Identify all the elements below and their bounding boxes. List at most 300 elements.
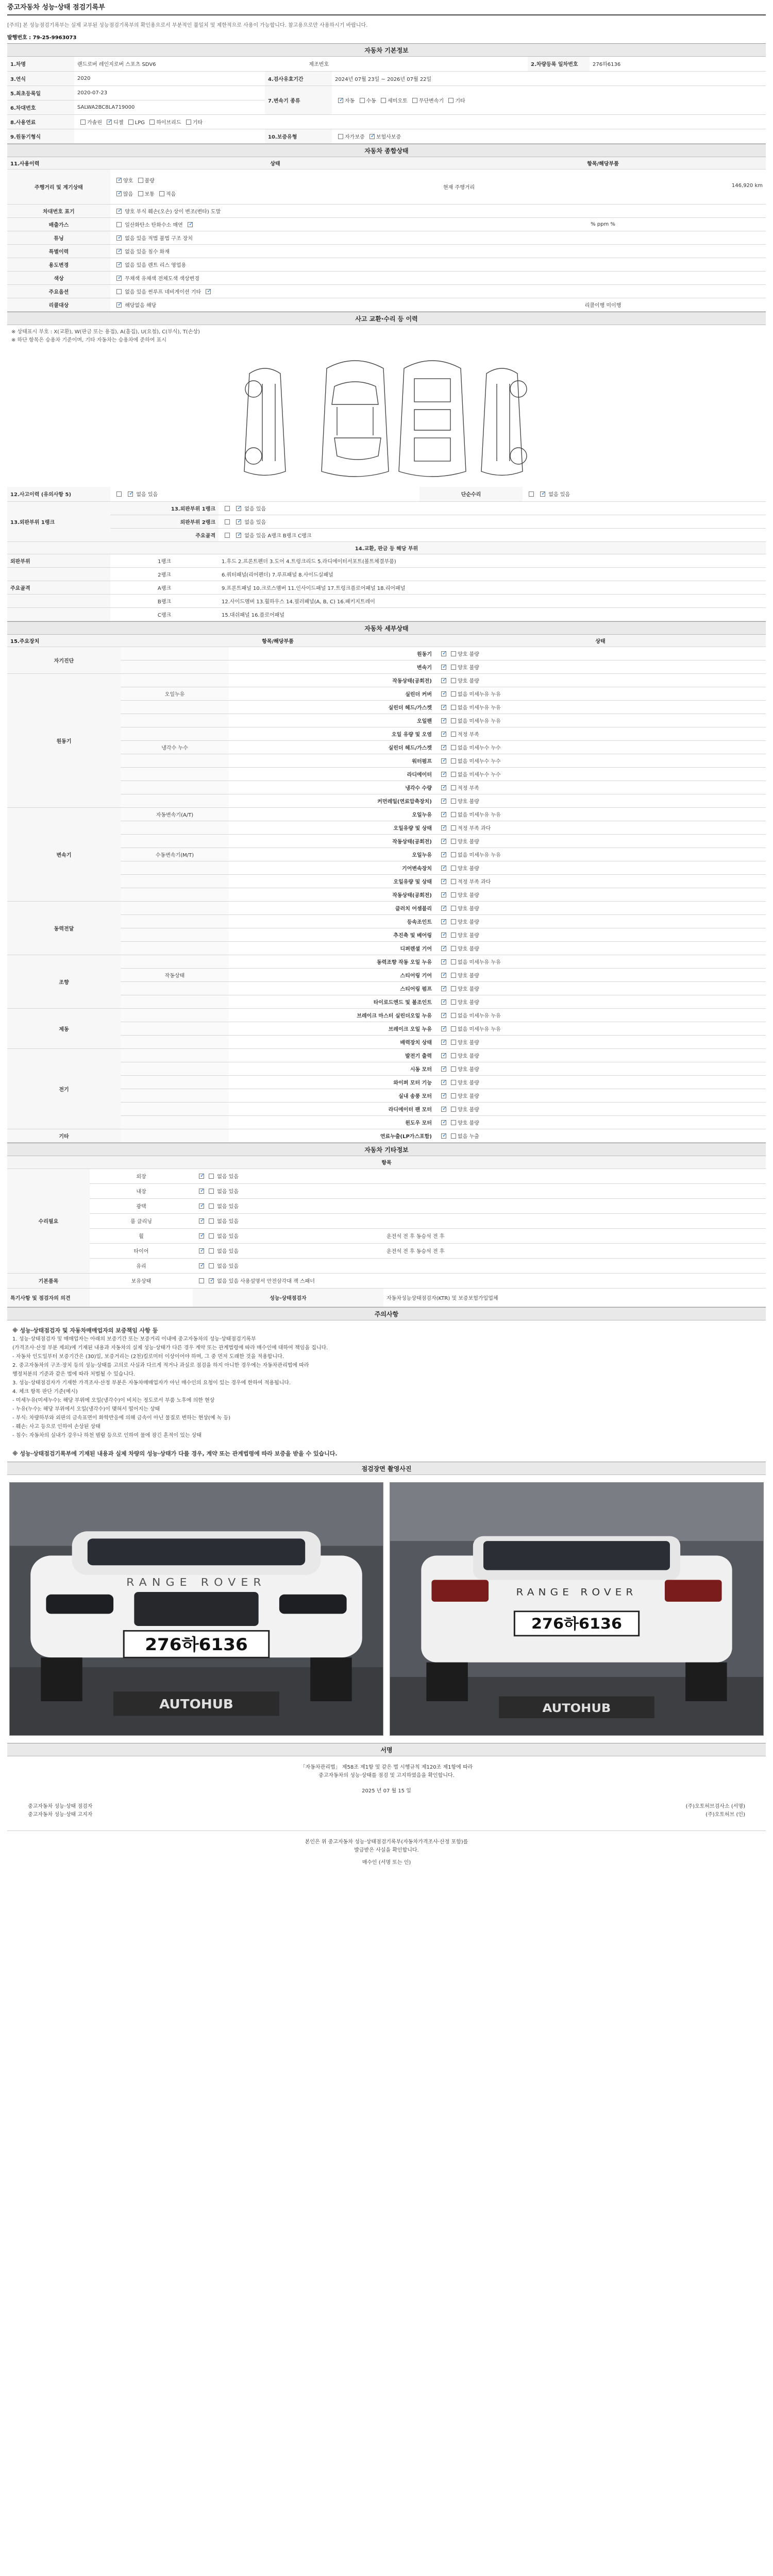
basic-k: 9.원동기형식 [7,129,74,143]
checkbox[interactable] [451,799,456,804]
checkbox-checked[interactable] [540,492,545,497]
checkbox[interactable] [451,718,456,723]
checkbox[interactable] [451,665,456,670]
accident-q14: 14.교환, 판금 등 해당 부위 [7,541,766,554]
checkbox-checked[interactable] [199,1248,204,1253]
notes-emphasis: ※ 성능·상태점검기록부에 기재된 내용과 실제 차량의 성능·상태가 다를 경우, 계약 또는 관계법령에 따라 보증을 받을 수 있습니다. [12,1450,338,1457]
checkbox[interactable] [451,785,456,790]
detail-subgroup [121,861,229,875]
checkbox-checked[interactable] [441,772,446,777]
checkbox-checked[interactable] [441,999,446,1005]
detail-status [435,982,766,995]
notes-line: 행정처분의 기준과 같은 법에 따라 처벌될 수 있습니다. [12,1371,135,1377]
detail-item: 오일유량 및 상태 [229,821,435,835]
other-v: 자동차성능상태점검자(KTR) 및 보증보험가입업체 [383,1288,766,1307]
mileage-note: 현재 주행거리 [443,185,475,191]
checkbox[interactable] [80,120,86,125]
signature-line: 중고자동차의 성능·상태를 점검 및 고지하였음을 확인합니다. [318,1772,455,1778]
checkbox-checked[interactable] [199,1174,204,1179]
other-item: 외장 [90,1168,193,1183]
checkbox-checked[interactable] [116,262,122,267]
checkbox-checked[interactable] [441,1013,446,1018]
checkbox-checked[interactable] [441,919,446,924]
checkbox[interactable] [451,772,456,777]
checkbox[interactable] [451,678,456,683]
detail-status [435,754,766,768]
checkbox[interactable] [529,492,534,497]
detail-status-text: 없음 누출 [458,1134,479,1140]
detail-status-text: 없음 미세누유 누유 [458,853,501,858]
notes-line: - 누유(누수): 해당 부위에서 오일(냉각수)이 맺혀서 떨어지는 상태 [12,1406,160,1412]
basic-k: 3.연식 [7,71,74,86]
part-list: 15.대쉬패널 16.플로어패널 [219,607,766,621]
summary-v-text: 없음 있음 썬루프 네비게이션 기타 [125,290,201,295]
signature-left: 중고자동차 성능·상태 고지자 [28,1811,93,1818]
detail-item: 워터펌프 [229,754,435,768]
checkbox[interactable] [451,1053,456,1058]
checkbox-checked[interactable] [441,1026,446,1031]
detail-subgroup [121,1049,229,1062]
detail-item: 작동상태(공회전) [229,888,435,902]
checkbox-checked[interactable] [116,209,122,214]
detail-status-text: 양호 불량 [458,906,479,912]
warranty-options: 자가보증 ✓보험사보증 [332,129,766,143]
legend-line: ※ 상태표시 부호 : X(교환), W(판금 또는 용접), A(흠집), U(요철), C(부식), T(손상) [11,329,200,335]
part-list: 6.쿼터패널(리어펜더) 7.루프패널 8.사이드실패널 [219,567,766,581]
checkbox-checked[interactable] [441,718,446,723]
checkbox[interactable] [159,191,164,196]
checkbox[interactable] [225,519,230,524]
detail-status-text: 없음 미세누수 누수 [458,759,501,765]
detail-group: 전기 [7,1049,121,1129]
buyer-line: 본인은 위 중고자동차 성능·상태점검기록부(자동차가격조사·산정 포함)를 [305,1839,468,1845]
detail-item: 실린더 커버 [229,687,435,701]
detail-row [7,741,766,754]
checkbox-checked[interactable] [199,1218,204,1224]
checkbox-checked[interactable] [199,1189,204,1194]
detail-subgroup [121,835,229,848]
signature-block [7,1756,766,1867]
checkbox[interactable] [451,999,456,1005]
checkbox-checked[interactable] [441,1120,446,1125]
checkbox[interactable] [451,1107,456,1112]
checkbox-checked[interactable] [441,933,446,938]
checkbox-checked[interactable] [338,98,343,103]
document-number-value: 79-25-9963073 [32,35,77,41]
checkbox[interactable] [451,1093,456,1098]
checkbox-checked[interactable] [116,235,122,241]
legend-line: ※ 하단 항목은 승용차 기준이며, 기타 자동차는 승용차에 준하여 표시 [11,337,166,343]
detail-subgroup [121,768,229,781]
checkbox[interactable] [451,959,456,964]
summary-v2: 리콜이행 미이행 [440,298,766,312]
checkbox-checked[interactable] [441,799,446,804]
checkbox-checked[interactable] [236,533,241,538]
checkbox[interactable] [116,492,122,497]
transmission-options: ✓ 자동 수동 세미오토 무단변속기 기타 [332,86,766,114]
buyer-sign[interactable]: 매수인 (서명 또는 인) [362,1859,411,1866]
detail-subgroup [121,942,229,955]
detail-item: 브레이크 마스터 실린더오일 누유 [229,1009,435,1022]
checkbox-checked[interactable] [236,519,241,524]
signature-right[interactable]: (주)오토허브검사소 (서명) [685,1803,745,1809]
mileage-value: 146,920 km [731,183,763,189]
document-number: 발행번호 : 79-25-9963073 [7,35,77,41]
detail-group: 변속기 [7,808,121,902]
checkbox[interactable] [451,691,456,697]
checkbox[interactable] [451,946,456,951]
notes-line: - 미세누유(미세누수): 해당 부위에 오일(냉각수)이 비치는 정도로서 부품 노후에 의한 현상 [12,1397,215,1403]
detail-item: 기어변속장치 [229,861,435,875]
checkbox[interactable] [186,120,191,125]
checkbox[interactable] [451,705,456,710]
checkbox[interactable] [451,1133,456,1139]
detail-item: 클러치 어셈블리 [229,902,435,915]
basic-v: 랜드로버 레인지로버 스포츠 SDV6 [74,57,265,71]
detail-item: 오일누유 [229,848,435,861]
checkbox[interactable] [209,1189,214,1194]
summary-head: 11.사용이력 [7,157,110,170]
checkbox[interactable] [451,933,456,938]
checkbox[interactable] [138,178,143,183]
basic-k: 7.변속기 종류 [265,86,332,114]
checkbox-checked[interactable] [441,691,446,697]
detail-subgroup [121,754,229,768]
section-signature: 서명 [7,1743,766,1756]
checkbox[interactable] [225,533,230,538]
checkbox[interactable] [451,1040,456,1045]
detail-status [435,1009,766,1022]
part-group: 주요골격 [7,581,110,594]
detail-item: 디퍼렌셜 기어 [229,942,435,955]
detail-subgroup [121,1009,229,1022]
part-list: 1.후드 2.프론트펜더 3.도어 4.트렁크리드 5.라디에이터서포트(볼트체결부품) [219,554,766,567]
checkbox-checked[interactable] [116,276,122,281]
detail-item: 오일팬 [229,714,435,727]
detail-row [7,781,766,794]
section-photos: 점검장면 촬영사진 [7,1462,766,1475]
detail-status [435,660,766,674]
detail-status-text: 양호 불량 [458,839,479,845]
detail-status [435,714,766,727]
detail-status-text: 양호 불량 [458,679,479,684]
other-value [193,1258,766,1273]
checkbox-checked[interactable] [199,1263,204,1268]
detail-status [435,915,766,928]
summary-k: 용도변경 [7,258,110,272]
checkbox-checked[interactable] [441,1080,446,1085]
checkbox-checked[interactable] [206,289,211,294]
buyer-confirm [7,1831,766,1867]
summary-v-text: 없음 있음 침수 화재 [125,249,170,255]
notes-line: - 자동차 인도일부터 보증기간은 (30)일, 보증거리는 (2천)킬로미터 이상이어야 하며, 그 중 먼저 도래한 것을 적용합니다. [12,1353,284,1360]
detail-status [435,647,766,660]
checkbox-checked[interactable] [188,222,193,227]
detail-status [435,1129,766,1143]
summary-v [110,205,766,218]
checkbox-checked[interactable] [441,665,446,670]
summary-v-text: 해당없음 해당 [125,303,157,309]
notes-line: (가격조사·산정 부분 제외)에 기재된 내용과 자동차의 실제 성능·상태가 다른 경우 계약 또는 관계법령에 따라 매수인에 대하여 책임을 집니다. [12,1345,328,1351]
checkbox[interactable] [451,879,456,884]
detail-row [7,1103,766,1116]
accident-q: 단순수리 [419,487,523,501]
checkbox[interactable] [451,1066,456,1072]
summary-v-text: 없음 있음 적법 불법 구조 장치 [125,236,193,242]
detail-status [435,768,766,781]
checkbox[interactable] [451,1013,456,1018]
summary-k: 주요옵션 [7,285,110,298]
checkbox-checked[interactable] [441,705,446,710]
checkbox[interactable] [209,1233,214,1239]
summary-v-text: 양호 부식 훼손(오손) 상이 변조(변타) 도말 [125,209,221,215]
part-rank: C랭크 [110,607,219,621]
detail-status [435,1103,766,1116]
checkbox-checked[interactable] [441,852,446,857]
detail-status-text: 양호 불량 [458,665,479,671]
checkbox[interactable] [451,919,456,924]
basic-v: 276하6136 [590,57,766,71]
detail-status-text: 양호 불량 [458,1054,479,1059]
checkbox-checked[interactable] [441,839,446,844]
detail-group: 제동 [7,1009,121,1049]
checkbox-checked[interactable] [441,986,446,991]
detail-subgroup [121,888,229,902]
basic-v: 2020 [74,71,265,86]
accident-v [110,487,419,501]
checkbox[interactable] [451,825,456,831]
mileage-value-cell [440,170,766,205]
checkbox-checked[interactable] [441,866,446,871]
inspection-photo-front [9,1482,383,1736]
notes-emphasis-box [7,1444,766,1462]
accident-v [523,487,766,501]
checkbox-checked[interactable] [116,302,122,308]
detail-row [7,969,766,982]
front-plate-text: 276하6136 [145,1634,248,1654]
checkbox[interactable] [451,1080,456,1085]
section-accident: 사고 교환·수리 등 이력 [7,312,766,325]
checkbox-checked[interactable] [199,1233,204,1239]
detail-status [435,969,766,982]
detail-row [7,768,766,781]
detail-row [7,888,766,902]
checkbox-checked[interactable] [209,1278,214,1283]
detail-subgroup [121,915,229,928]
detail-status-text: 없음 미세누유 누유 [458,705,501,711]
detail-group: 동력전달 [7,902,121,955]
checkbox-checked[interactable] [441,745,446,750]
part-rank: 2랭크 [110,567,219,581]
other-group: 기본품목 [7,1273,90,1288]
checkbox-checked[interactable] [236,506,241,511]
mileage-label: 주행거리 및 계기상태 [7,170,110,205]
accident-v-text: 없음 있음 [548,492,570,498]
checkbox-checked[interactable] [441,758,446,764]
checkbox[interactable] [451,812,456,817]
detail-status-text: 양호 불량 [458,652,479,657]
other-value-text: 없음 있음 사용설명서 안전삼각대 잭 스패너 [217,1279,315,1284]
checkbox-checked[interactable] [441,946,446,951]
checkbox[interactable] [451,906,456,911]
checkbox-checked[interactable] [441,1053,446,1058]
checkbox[interactable] [225,506,230,511]
signature-date: 2025 년 07 월 15 일 [362,1788,411,1794]
rear-brand-text: RANGE ROVER [516,1586,637,1598]
other-value [193,1273,766,1288]
checkbox[interactable] [381,98,386,103]
checkbox-checked[interactable] [441,732,446,737]
checkbox[interactable] [209,1174,214,1179]
checkbox-checked[interactable] [441,1133,446,1139]
checkbox[interactable] [209,1218,214,1224]
checkbox[interactable] [209,1248,214,1253]
checkbox-checked[interactable] [441,973,446,978]
detail-status-text: 양호 불량 [458,866,479,872]
detail-status [435,741,766,754]
detail-item: 스티어링 펌프 [229,982,435,995]
detail-status [435,902,766,915]
buyer-line: 발급받은 사실을 확인합니다. [354,1847,419,1853]
checkbox-checked[interactable] [441,879,446,884]
summary-k: 특별이력 [7,245,110,258]
summary-v [110,285,766,298]
section-detail: 자동차 세부상태 [7,621,766,635]
other-value [193,1198,766,1213]
detail-status [435,808,766,821]
other-item: 광택 [90,1198,193,1213]
inspection-photo-rear [390,1482,764,1736]
detail-subgroup: 냉각수 누수 [121,741,229,754]
detail-subgroup [121,982,229,995]
checkbox[interactable] [209,1263,214,1268]
checkbox-checked[interactable] [116,178,122,183]
part-rank: B랭크 [110,594,219,607]
checkbox[interactable] [138,191,143,196]
checkbox[interactable] [451,852,456,857]
checkbox-checked[interactable] [107,120,112,125]
checkbox-checked[interactable] [441,785,446,790]
summary-k: 튜닝 [7,231,110,245]
checkbox[interactable] [209,1204,214,1209]
accident-q: 13.외판부위 1랭크 [110,501,219,515]
checkbox[interactable] [338,134,343,139]
checkbox[interactable] [149,120,155,125]
detail-status [435,1076,766,1089]
section-summary: 자동차 종합상태 [7,144,766,157]
checkbox[interactable] [360,98,365,103]
detail-row [7,1036,766,1049]
detail-item: 변속기 [229,660,435,674]
other-value-text: 없음 있음 [217,1189,239,1195]
checkbox[interactable] [451,986,456,991]
part-group: 외판부위 [7,554,110,567]
checkbox-checked[interactable] [128,492,133,497]
other-value-text: 없음 있음 [217,1219,239,1225]
signature-right[interactable]: (주)오토허브 (인) [705,1811,745,1818]
detail-row [7,821,766,835]
detail-status [435,861,766,875]
checkbox-checked[interactable] [441,1040,446,1045]
summary-k: 리콜대상 [7,298,110,312]
checkbox[interactable] [451,866,456,871]
checkbox[interactable] [199,1278,204,1283]
checkbox-checked[interactable] [369,134,375,139]
other-value-text: 없음 있음 [217,1249,239,1255]
signature-line: 「자동차관리법」 제58조 제1항 및 같은 법 시행규칙 제120조 제1항에 따라 [300,1764,473,1770]
checkbox-checked[interactable] [441,906,446,911]
checkbox-checked[interactable] [441,959,446,964]
accident-v-text: 없음 있음 A랭크 B랭크 C랭크 [244,533,312,539]
detail-subgroup [121,1129,229,1143]
detail-subgroup [121,714,229,727]
detail-status [435,687,766,701]
detail-subgroup [121,781,229,794]
part-group [7,567,110,581]
detail-item: 실내 송풍 모터 [229,1089,435,1103]
summary-v2: % ppm % [440,218,766,231]
checkbox-checked[interactable] [441,1107,446,1112]
checkbox-checked[interactable] [441,651,446,656]
detail-status [435,955,766,969]
checkbox[interactable] [116,222,122,227]
checkbox[interactable] [451,839,456,844]
detail-group: 원동기 [7,674,121,808]
other-value [193,1228,383,1243]
detail-status-text: 양호 불량 [458,920,479,925]
checkbox[interactable] [451,758,456,764]
checkbox-checked[interactable] [116,249,122,254]
other-value-text: 없음 있음 [217,1234,239,1240]
summary-v [110,258,766,272]
checkbox[interactable] [451,973,456,978]
checkbox[interactable] [451,1026,456,1031]
other-item: 휠 [90,1228,193,1243]
other-item: 타이어 [90,1243,193,1258]
checkbox-checked[interactable] [199,1204,204,1209]
detail-status [435,1116,766,1129]
part-group [7,594,110,607]
detail-row [7,1116,766,1129]
checkbox[interactable] [451,745,456,750]
detail-item: 라디에이터 [229,768,435,781]
checkbox[interactable] [116,289,122,294]
checkbox-checked[interactable] [441,892,446,897]
signature-row [7,1803,766,1811]
other-extra: 운전석 전 후 동승석 전 후 [383,1243,766,1258]
detail-subgroup [121,1103,229,1116]
checkbox[interactable] [448,98,453,103]
detail-item: 라디에이터 팬 모터 [229,1103,435,1116]
checkbox[interactable] [451,651,456,656]
checkbox-checked[interactable] [441,1093,446,1098]
checkbox[interactable] [451,732,456,737]
notes-line: ※ 성능·상태점검자 및 자동차매매업자의 보증책임 사항 등 [12,1327,158,1334]
other-item: 룸 클리닝 [90,1213,193,1228]
checkbox-checked[interactable] [441,678,446,683]
checkbox-checked[interactable] [441,825,446,831]
checkbox[interactable] [128,120,133,125]
signature-left: 중고자동차 성능·상태 점검자 [28,1803,93,1809]
checkbox-checked[interactable] [441,1066,446,1072]
checkbox[interactable] [412,98,417,103]
detail-item: 오일유량 및 상태 [229,875,435,888]
section-notes: 주의사항 [7,1307,766,1320]
checkbox[interactable] [451,1120,456,1125]
checkbox-checked[interactable] [116,191,122,196]
checkbox[interactable] [451,892,456,897]
checkbox-checked[interactable] [441,812,446,817]
